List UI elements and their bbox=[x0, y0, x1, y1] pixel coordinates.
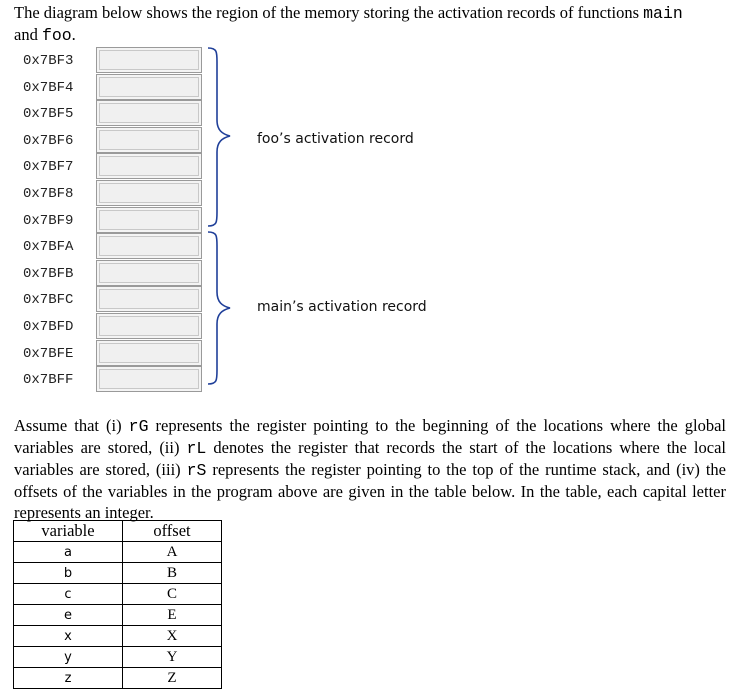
variable-cell: a bbox=[14, 542, 123, 563]
memory-cell bbox=[96, 74, 202, 100]
memory-address: 0x7BF3 bbox=[23, 53, 74, 69]
header-variable: variable bbox=[14, 521, 123, 542]
memory-cell bbox=[96, 260, 202, 286]
activation-record-braces bbox=[200, 40, 240, 392]
table-row bbox=[14, 626, 222, 647]
offset-cell: C bbox=[123, 584, 222, 605]
function-name-main: main bbox=[643, 4, 683, 23]
assumption-paragraph bbox=[14, 415, 726, 523]
main-brace bbox=[208, 232, 230, 384]
memory-cell bbox=[96, 127, 202, 153]
table-row bbox=[14, 563, 222, 584]
memory-cell bbox=[96, 47, 202, 73]
offset-cell: X bbox=[123, 626, 222, 647]
assume-text-3: denotes the register that records the start of the locations where the local variables are stored, (iii) bbox=[14, 438, 726, 479]
register-rL: rL bbox=[186, 439, 207, 458]
memory-address: 0x7BF7 bbox=[23, 159, 74, 176]
assume-text-1: Assume that (i) bbox=[14, 416, 129, 435]
memory-cell bbox=[96, 153, 202, 179]
intro-paragraph bbox=[14, 2, 729, 46]
memory-cell bbox=[96, 313, 202, 339]
memory-cell bbox=[96, 233, 202, 259]
variable-cell: z bbox=[14, 668, 123, 689]
memory-cell bbox=[96, 180, 202, 206]
memory-cell bbox=[96, 286, 202, 312]
offset-cell: Y bbox=[123, 647, 222, 668]
memory-address: 0x7BFC bbox=[23, 292, 74, 309]
foo-activation-record-label: foo’s activation record bbox=[257, 131, 414, 147]
offset-cell: E bbox=[123, 605, 222, 626]
assume-text-4: represents the register pointing to the top of the runtime stack, and (iv) the offsets of the variables in the program above are given in the table below. In the table, each capital letter represents an integer. bbox=[14, 460, 727, 522]
table-row bbox=[14, 542, 222, 563]
memory-address: 0x7BF6 bbox=[23, 132, 74, 149]
variable-cell: y bbox=[14, 647, 123, 668]
intro-text-end: . bbox=[71, 25, 76, 44]
memory-address: 0x7BFF bbox=[23, 372, 74, 389]
header-offset: offset bbox=[123, 521, 222, 542]
memory-address: 0x7BF8 bbox=[23, 186, 74, 202]
offset-cell: Z bbox=[123, 668, 222, 689]
memory-cell bbox=[96, 207, 202, 233]
intro-text: The diagram below shows the region of the memory storing the activation records of functions bbox=[14, 3, 644, 22]
intro-text-and: and bbox=[14, 25, 42, 44]
memory-address: 0x7BF5 bbox=[23, 106, 74, 123]
memory-address: 0x7BF9 bbox=[23, 212, 74, 229]
table-header-row bbox=[14, 521, 222, 542]
variable-cell: x bbox=[14, 626, 123, 647]
offset-cell: A bbox=[123, 542, 222, 563]
memory-address: 0x7BFB bbox=[23, 265, 74, 282]
memory-cell bbox=[96, 366, 202, 392]
memory-address: 0x7BFD bbox=[23, 319, 74, 335]
memory-address: 0x7BFA bbox=[23, 239, 74, 256]
variable-cell: e bbox=[14, 605, 123, 626]
assume-text-2: represents the register pointing to the beginning of the locations where the global variables are stored, (ii) bbox=[14, 416, 726, 457]
memory-cell bbox=[96, 100, 202, 126]
table-row bbox=[14, 668, 222, 689]
variable-cell: b bbox=[14, 563, 123, 584]
table-row bbox=[14, 584, 222, 605]
variable-offset-table bbox=[13, 520, 222, 689]
table-row bbox=[14, 647, 222, 668]
memory-cell bbox=[96, 340, 202, 366]
register-rG: rG bbox=[128, 417, 149, 436]
memory-address: 0x7BF4 bbox=[23, 79, 74, 96]
memory-address: 0x7BFE bbox=[23, 345, 74, 362]
foo-brace bbox=[208, 48, 230, 226]
variable-cell: c bbox=[14, 584, 123, 605]
table-row bbox=[14, 605, 222, 626]
function-name-foo: foo bbox=[41, 26, 72, 45]
register-rS: rS bbox=[186, 461, 207, 480]
offset-cell: B bbox=[123, 563, 222, 584]
main-activation-record-label: main’s activation record bbox=[257, 299, 427, 315]
